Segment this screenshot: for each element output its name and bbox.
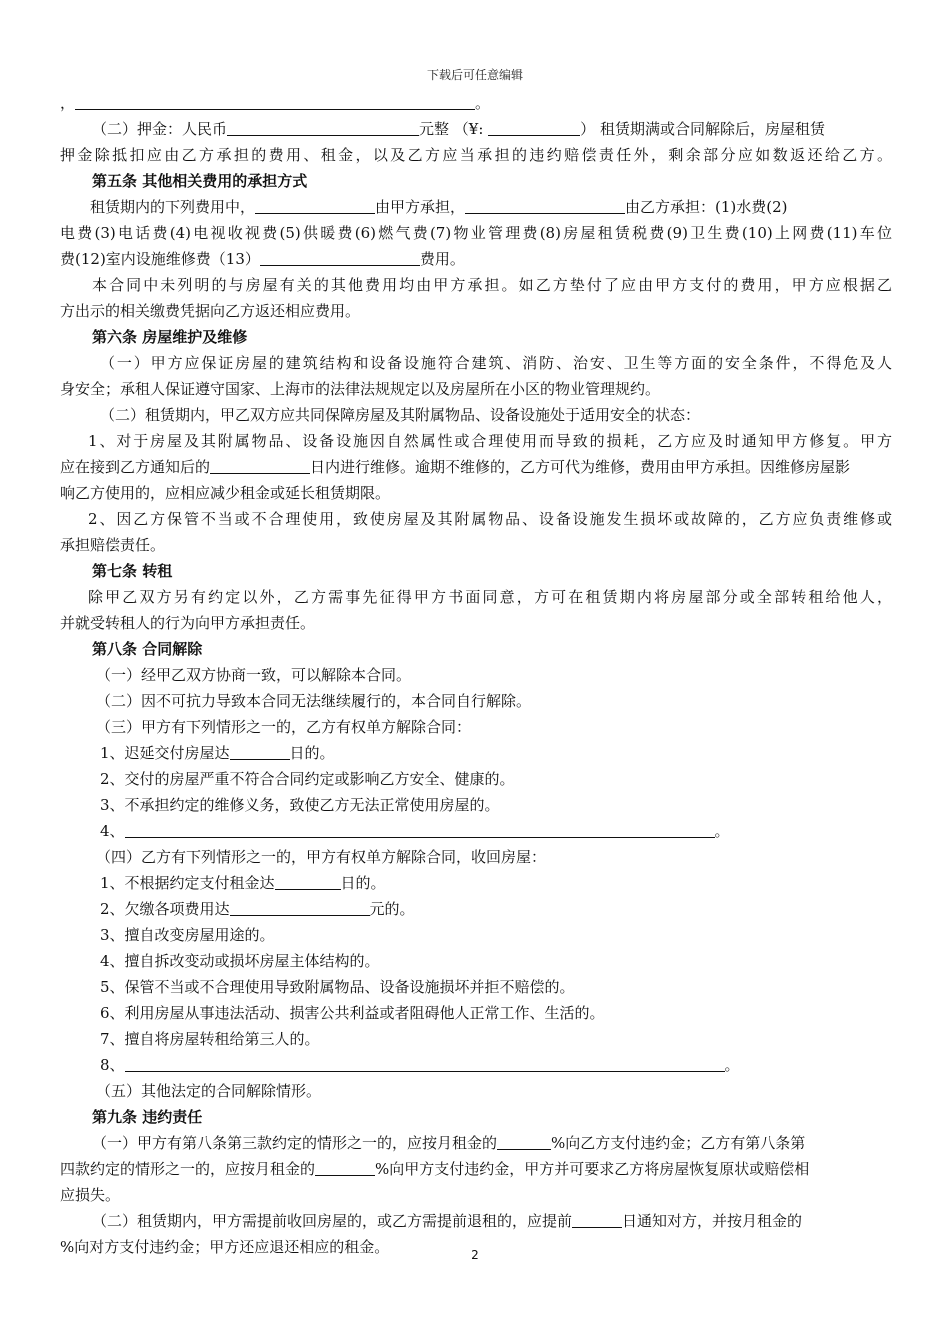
text: 日的。 [289, 744, 335, 762]
text-line: （一）经甲乙双方协商一致，可以解除本合同。 [96, 666, 412, 684]
text-line: 1、对于房屋及其附属物品、设备设施因自然属性或合理使用而导致的损耗，乙方应及时通知甲方修复。甲方 [88, 432, 892, 450]
text-line: （五）其他法定的合同解除情形。 [96, 1082, 322, 1100]
text: 应在接到乙方通知后的 [60, 458, 211, 476]
text-line [60, 1052, 892, 1078]
text-line: （二）因不可抗力导致本合同无法继续履行的，本合同自行解除。 [96, 692, 532, 710]
text-line: 应损失。 [60, 1186, 121, 1204]
section-heading: 第八条 合同解除 [92, 640, 203, 658]
section-heading: 第六条 房屋维护及维修 [92, 328, 248, 346]
text-line [60, 1156, 892, 1182]
blank-field [125, 820, 715, 838]
page-number: 2 [471, 1248, 479, 1262]
text-line: %向对方支付违约金；甲方还应退还相应的租金。 [60, 1238, 390, 1256]
text-line: 并就受转租人的行为向甲方承担责任。 [60, 614, 316, 632]
text: 2、欠缴各项费用达 [100, 900, 230, 918]
blank-field [572, 1210, 622, 1228]
text: （一）甲方有第八条第三款约定的情形之一的，应按月租金的 [92, 1134, 498, 1152]
document-body [60, 90, 892, 1260]
blank-field [465, 196, 625, 214]
text-line: 4、擅自拆改变动或损坏房屋主体结构的。 [100, 952, 380, 970]
blank-field [227, 118, 419, 136]
text-line: 6、利用房屋从事违法活动、损害公共利益或者阻碍他人正常工作、生活的。 [100, 1004, 605, 1022]
text-line [60, 740, 892, 766]
text-line: （二）租赁期内，甲乙双方应共同保障房屋及其附属物品、设备设施处于适用安全的状态： [100, 406, 701, 424]
text: ， [60, 94, 76, 112]
text-line: 本合同中未列明的与房屋有关的其他费用均由甲方承担。如乙方垫付了应由甲方支付的费用，甲方应根据乙 [92, 276, 892, 294]
text-line: 2、交付的房屋严重不符合合同约定或影响乙方安全、健康的。 [100, 770, 515, 788]
text: 日通知对方，并按月租金的 [622, 1212, 803, 1230]
text: 元整 （¥: [419, 120, 484, 138]
text-line [60, 246, 892, 272]
text: （二）押金：人民币 [92, 120, 228, 138]
text-line [60, 194, 892, 220]
text: 租赁期内的下列费用中， [90, 198, 256, 216]
text: 8、 [100, 1056, 125, 1074]
blank-field [230, 742, 290, 760]
text-line: 3、不承担约定的维修义务，致使乙方无法正常使用房屋的。 [100, 796, 500, 814]
text-line: 响乙方使用的，应相应减少租金或延长租赁期限。 [60, 484, 391, 502]
text-line [60, 90, 892, 116]
blank-field [315, 1158, 375, 1176]
text-line: 5、保管不当或不合理使用导致附属物品、设备设施损坏并拒不赔偿的。 [100, 978, 575, 996]
text-line: 身安全；承租人保证遵守国家、上海市的法律法规规定以及房屋所在小区的物业管理规约。 [60, 380, 661, 398]
text: 四款约定的情形之一的，应按月租金的 [60, 1160, 316, 1178]
blank-field [255, 196, 375, 214]
section-heading: 第九条 违约责任 [92, 1108, 203, 1126]
text: 费用。 [419, 250, 465, 268]
blank-field [260, 248, 420, 266]
text-line [60, 116, 892, 142]
text-line: 2、因乙方保管不当或不合理使用，致使房屋及其附属物品、设备设施发生损坏或故障的，乙方应负责维修或 [88, 510, 892, 528]
text-line [60, 1130, 892, 1156]
text: 4、 [100, 822, 125, 840]
text-line: 除甲乙双方另有约定以外，乙方需事先征得甲方书面同意，方可在租赁期内将房屋部分或全部转租给他人， [88, 588, 892, 606]
text: %向甲方支付违约金，甲方并可要求乙方将房屋恢复原状或赔偿相 [375, 1160, 810, 1178]
text: ） 租赁期满或合同解除后，房屋租赁 [580, 120, 825, 138]
text-line [60, 818, 892, 844]
section-heading: 第五条 其他相关费用的承担方式 [92, 172, 308, 190]
blank-field [497, 1132, 551, 1150]
text-line: 方出示的相关缴费凭据向乙方返还相应费用。 [60, 302, 361, 320]
text: 由乙方承担：(1)水费(2) [625, 198, 788, 216]
blank-field [275, 872, 341, 890]
blank-field [75, 92, 475, 110]
text-line [60, 896, 892, 922]
text-line: 押金除抵扣应由乙方承担的费用、租金，以及乙方应当承担的违约赔偿责任外，剩余部分应如数返还给乙方。 [60, 146, 892, 164]
text: 元的。 [369, 900, 415, 918]
text-line: 承担赔偿责任。 [60, 536, 166, 554]
text: 。 [714, 822, 730, 840]
text-line [60, 454, 892, 480]
text: 。 [475, 94, 491, 112]
text: 。 [724, 1056, 740, 1074]
text: 日的。 [340, 874, 386, 892]
text: 由甲方承担， [375, 198, 466, 216]
text-line: 7、擅自将房屋转租给第三人的。 [100, 1030, 320, 1048]
blank-field [230, 898, 370, 916]
text: 日内进行维修。逾期不维修的，乙方可代为维修，费用由甲方承担。因维修房屋影 [310, 458, 851, 476]
text: 费(12)室内设施维修费（13） [60, 250, 260, 268]
text-line: 3、擅自改变房屋用途的。 [100, 926, 275, 944]
text-line: （三）甲方有下列情形之一的，乙方有权单方解除合同： [96, 718, 472, 736]
text: 1、不根据约定支付租金达 [100, 874, 275, 892]
page-header: 下载后可任意编辑 [426, 68, 523, 82]
text: （二）租赁期内，甲方需提前收回房屋的，或乙方需提前退租的，应提前 [92, 1212, 573, 1230]
blank-field [488, 118, 580, 136]
text: %向乙方支付违约金；乙方有第八条第 [551, 1134, 806, 1152]
text-line: 电费(3)电话费(4)电视收视费(5)供暖费(6)燃气费(7)物业管理费(8)房屋租赁税费(9)卫生费(10)上网费(11)车位 [60, 224, 892, 242]
text-line [60, 870, 892, 896]
text-line: （一）甲方应保证房屋的建筑结构和设备设施符合建筑、消防、治安、卫生等方面的安全条件，不得危及人 [100, 354, 892, 372]
blank-field [210, 456, 310, 474]
blank-field [125, 1054, 725, 1072]
text-line: （四）乙方有下列情形之一的，甲方有权单方解除合同，收回房屋： [96, 848, 547, 866]
text: 1、迟延交付房屋达 [100, 744, 230, 762]
section-heading: 第七条 转租 [92, 562, 173, 580]
text-line [60, 1208, 892, 1234]
